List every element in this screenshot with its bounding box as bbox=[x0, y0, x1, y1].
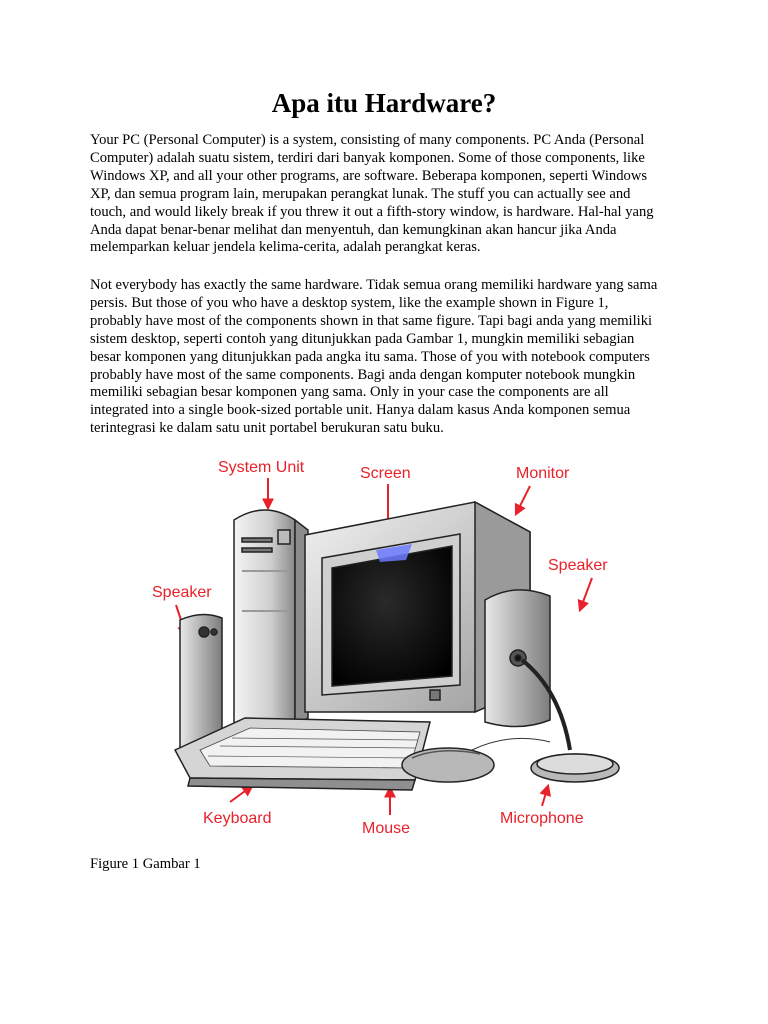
text-line: probably have most of the same components. Bagi anda dengan komputer notebook mungkin bbox=[90, 366, 636, 383]
text-line: besar komponen yang ditunjukkan pada angka itu sama. Those of you with notebook computers bbox=[90, 348, 650, 365]
paragraph-hardware bbox=[90, 277, 690, 438]
text-line: touch, and would likely break if you threw it out a fifth-story window, is hardware. Hal-hal yang bbox=[90, 203, 654, 220]
computer-figure bbox=[130, 450, 630, 845]
text-line: memiliki sebagian besar komponen yang sama. Only in your case the components are all bbox=[90, 384, 609, 401]
text-line: integrated into a single book-sized portable unit. Hanya dalam kasus Anda komponen semua bbox=[90, 402, 631, 419]
paragraph-intro bbox=[90, 132, 690, 257]
speaker-left-label: Speaker bbox=[152, 584, 212, 601]
arrow-speaker-right bbox=[580, 578, 592, 610]
arrow-monitor bbox=[516, 486, 530, 514]
speaker-right-label: Speaker bbox=[548, 557, 608, 574]
text-line: persis. But those of you who have a desktop system, like the example shown in Figure 1, bbox=[90, 294, 609, 311]
text-line: probably have most of the components shown in that same figure. Tapi bagi anda yang memiliki bbox=[90, 312, 653, 329]
text-line: Anda dapat benar-benar melihat dan menyentuh, dan kemungkinan akan hancur jika Anda bbox=[90, 221, 617, 238]
mouse-label: Mouse bbox=[362, 820, 411, 837]
microphone-label: Microphone bbox=[500, 810, 584, 827]
page-title: Apa itu Hardware? bbox=[271, 88, 497, 118]
system-unit-label: System Unit bbox=[218, 459, 305, 476]
arrow-microphone bbox=[542, 786, 548, 806]
text-line: Not everybody has exactly the same hardware. Tidak semua orang memiliki hardware yang sama bbox=[90, 277, 658, 293]
text-line: Your PC (Personal Computer) is a system, consisting of many components. PC Anda (Personal bbox=[90, 132, 645, 148]
figure-caption: Figure 1 Gambar 1 bbox=[90, 856, 201, 872]
text-line: Computer) adalah suatu sistem, terdiri dari banyak komponen. Some of those components, like bbox=[90, 149, 645, 166]
text-line: XP, dan semua program lain, merupakan perangkat lunak. The stuff you can actually see and bbox=[90, 185, 631, 202]
text-line: melemparkan keluar jendela kelima-cerita, adalah perangkat keras. bbox=[90, 239, 481, 256]
text-line: Windows XP, and all your other programs, are software. Beberapa komponen, seperti Windows bbox=[90, 167, 648, 184]
system-unit-illustration bbox=[234, 510, 308, 725]
text-line: sistem desktop, seperti contoh yang ditunjukkan pada Gambar 1, mungkin memiliki sebagian bbox=[90, 330, 635, 347]
arrow-keyboard bbox=[230, 786, 252, 802]
text-line: terintegrasi ke dalam satu unit portabel berukuran satu buku. bbox=[90, 420, 444, 437]
keyboard-label: Keyboard bbox=[203, 810, 272, 827]
right-speaker-illustration bbox=[485, 590, 550, 727]
screen-label: Screen bbox=[360, 465, 411, 482]
monitor-label: Monitor bbox=[516, 465, 570, 482]
